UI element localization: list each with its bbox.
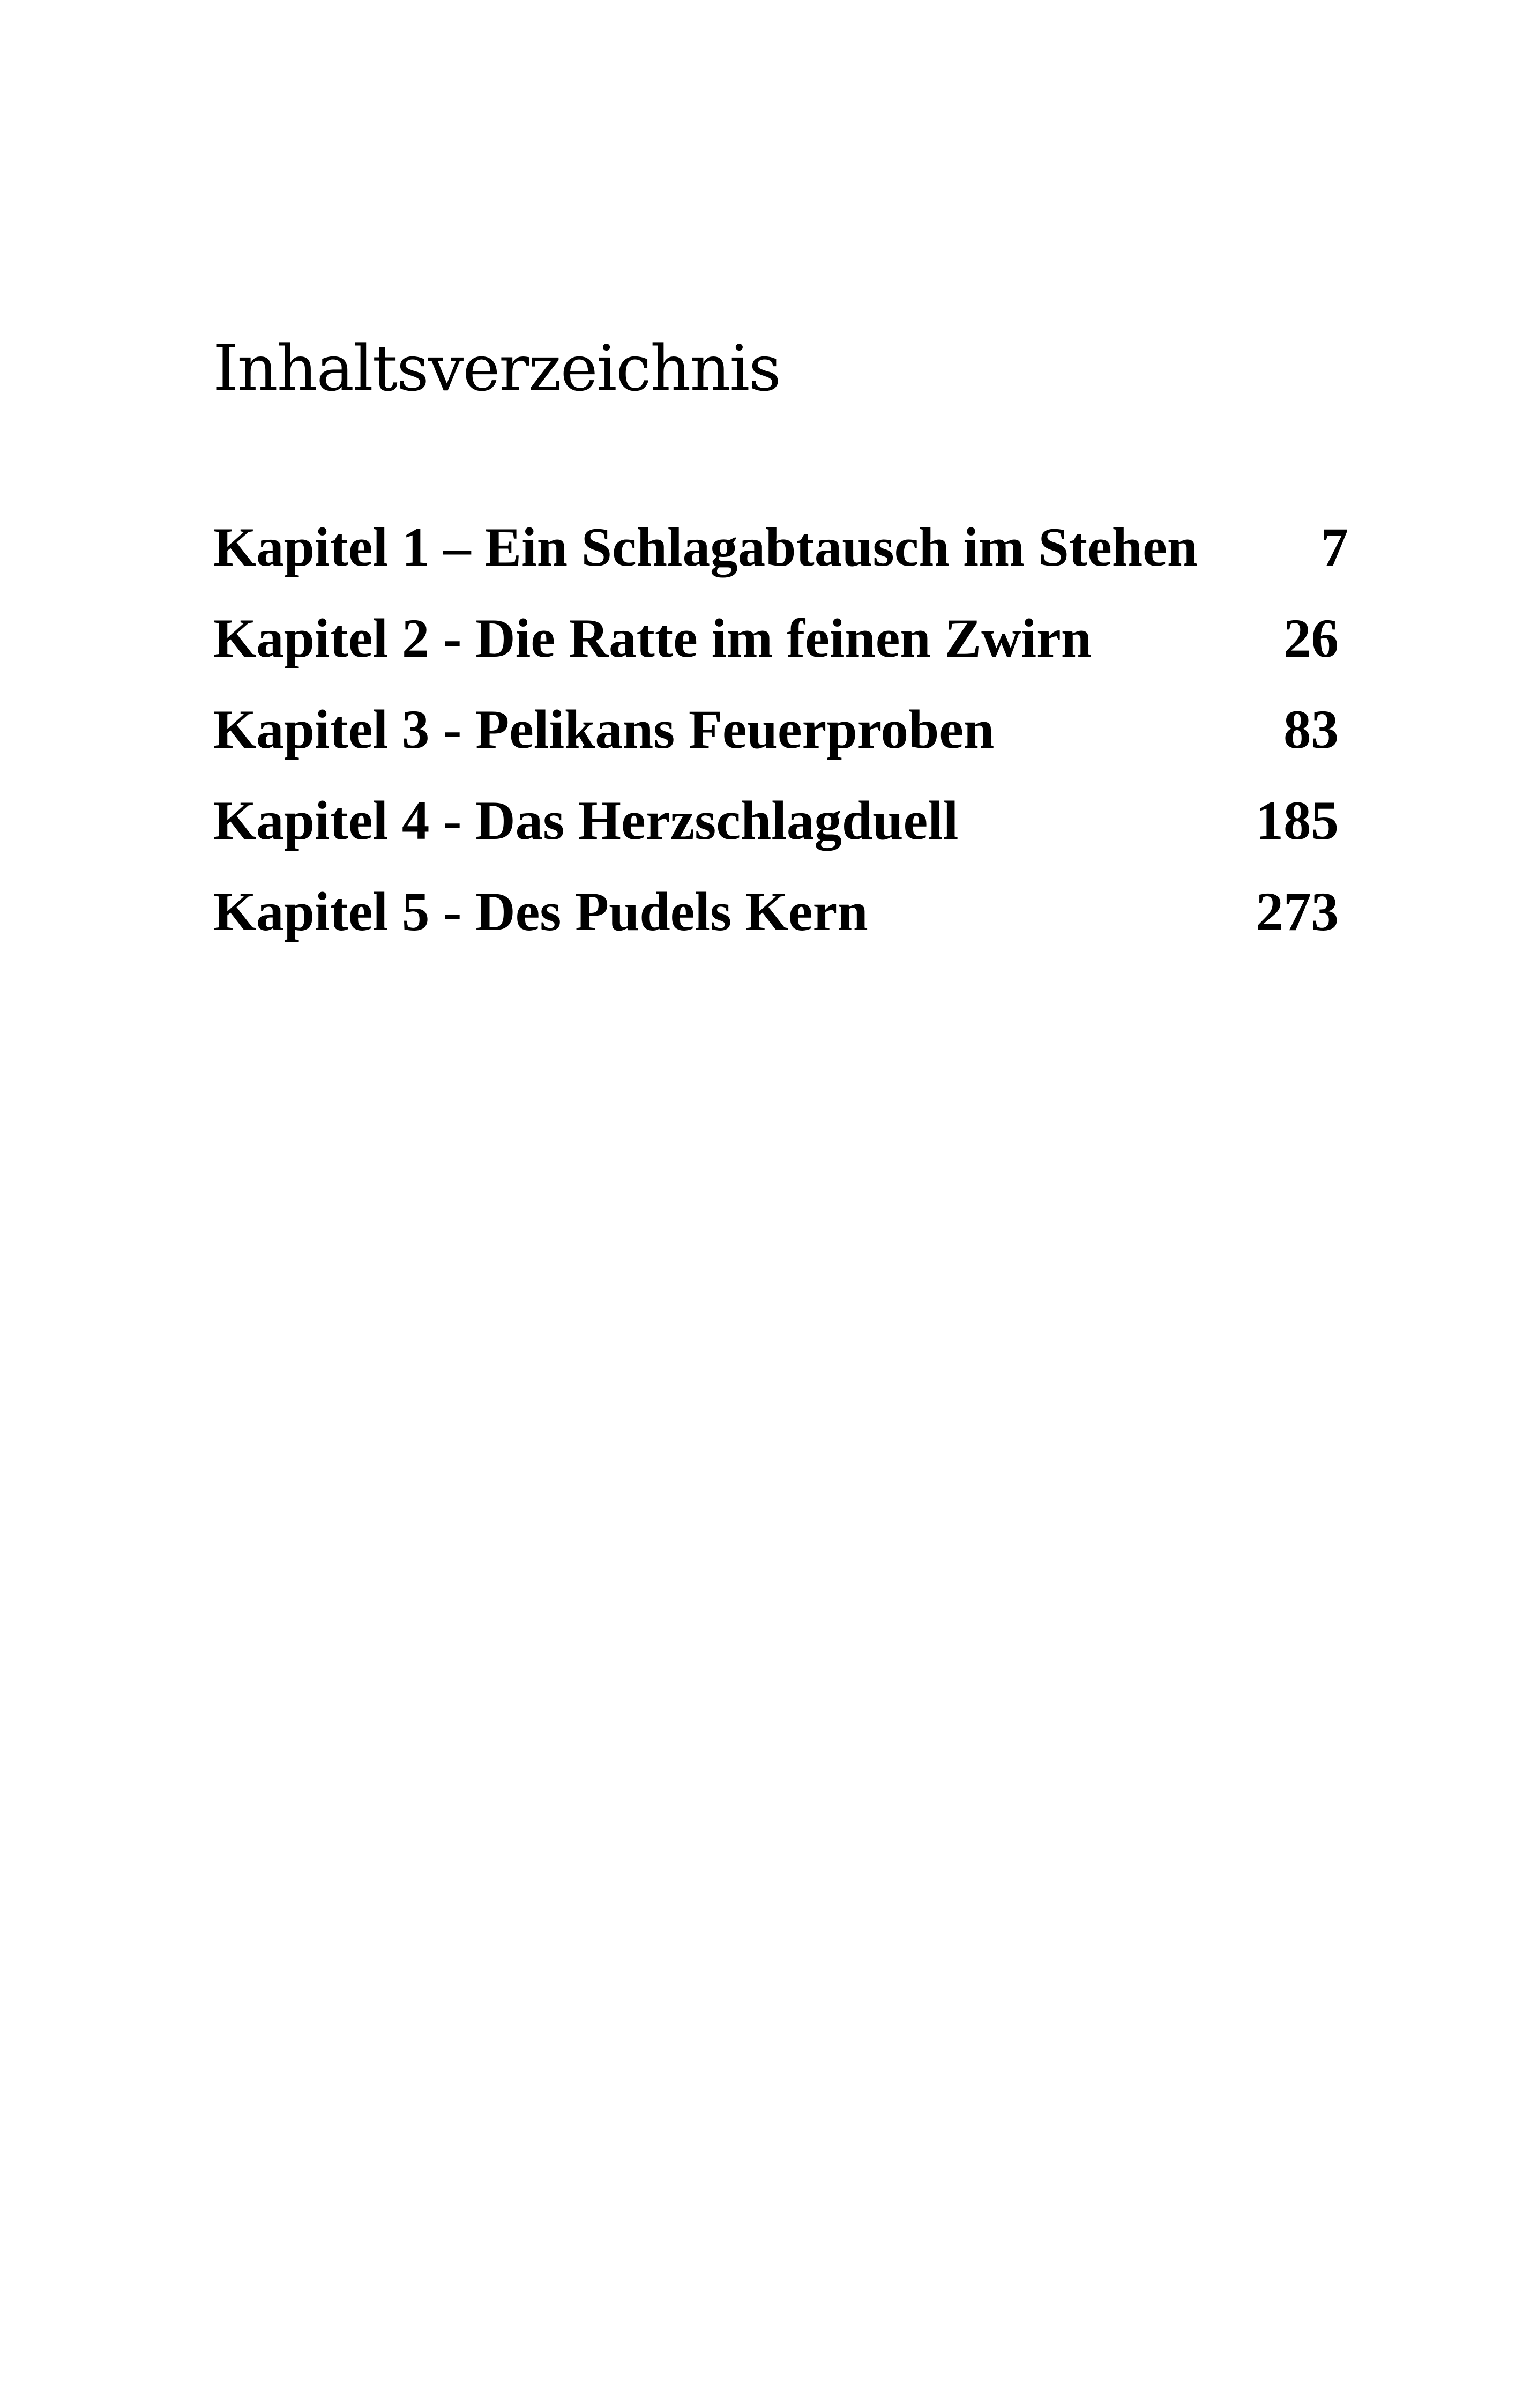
toc-entry-title: Kapitel 3 - Pelikans Feuerproben	[213, 699, 995, 760]
page-title: Inhaltsverzeichnis	[213, 331, 780, 405]
toc-entry-page-number: 83	[1283, 699, 1339, 760]
toc-entry-page-number: 26	[1283, 608, 1339, 669]
toc-entry-chapter-1	[213, 515, 1348, 606]
toc-entry-title: Kapitel 2 - Die Ratte im feinen Zwirn	[213, 608, 1092, 669]
toc-entry-title: Kapitel 1 – Ein Schlagabtausch im Stehen	[213, 517, 1198, 578]
toc-entry-chapter-3	[213, 697, 1339, 788]
table-of-contents	[213, 515, 1348, 970]
toc-entry-page-number: 7	[1320, 517, 1348, 578]
toc-entry-title: Kapitel 5 - Des Pudels Kern	[213, 881, 868, 942]
toc-entry-page-number: 185	[1256, 790, 1339, 851]
toc-entry-page-number: 273	[1256, 881, 1339, 942]
toc-entry-title: Kapitel 4 - Das Herzschlagduell	[213, 790, 959, 851]
toc-entry-chapter-4	[213, 788, 1339, 879]
toc-entry-chapter-2	[213, 606, 1339, 697]
toc-entry-chapter-5	[213, 879, 1339, 970]
